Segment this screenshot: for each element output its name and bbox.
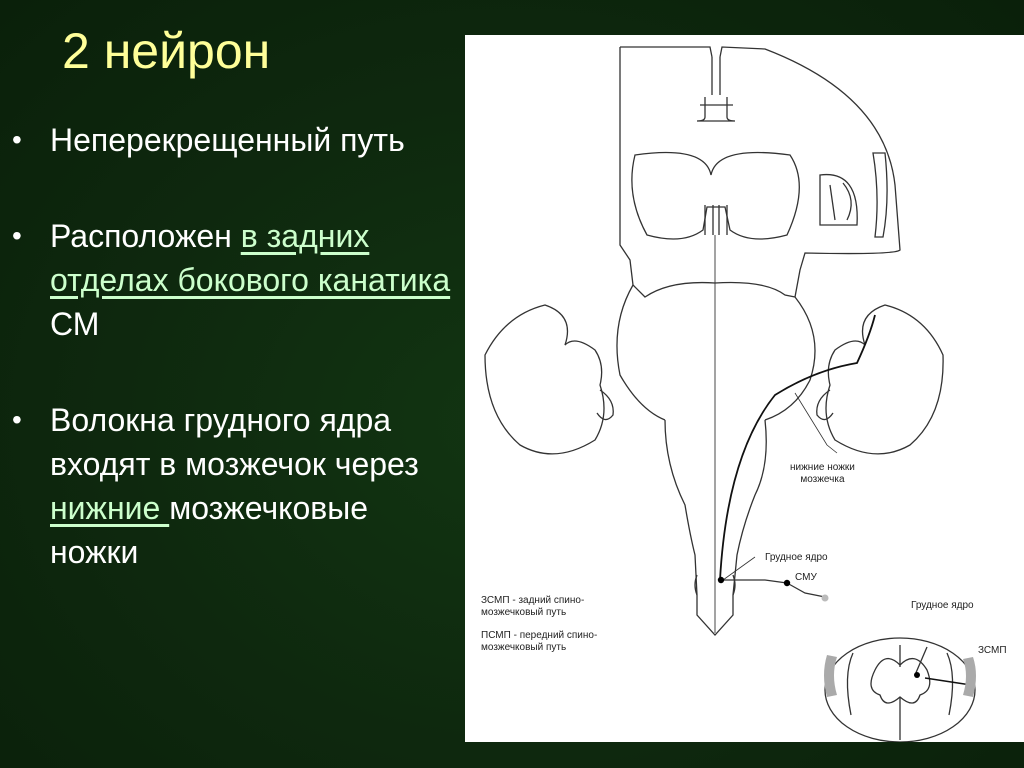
peduncles-outline (632, 153, 799, 240)
bullet-text: Неперекрещенный путь (50, 122, 405, 158)
bullet-marker: • (12, 124, 22, 155)
smu-dot (784, 580, 790, 586)
psmp-legend-line1: ПСМП - передний спино- (481, 630, 598, 641)
tract-line (720, 315, 875, 580)
fiber-end (822, 595, 829, 602)
inferior-peduncles-link[interactable]: нижние (50, 490, 170, 526)
bullet-text-post: мозжечковые ножки (50, 490, 369, 570)
bullet-text-post: СМ (50, 306, 100, 342)
bullet-list (12, 118, 462, 574)
nucleus-dot (718, 577, 724, 583)
bullet-text-pre: Волокна грудного ядра входят в мозжечок через (50, 402, 419, 482)
peduncle-label (790, 462, 855, 486)
zsmp-legend-line1: ЗСМП - задний спино- (481, 595, 585, 606)
bullet-marker: • (12, 220, 22, 251)
brainstem-diagram (465, 35, 1024, 742)
lateral-funiculus-link[interactable]: в задних отделах бокового канатика (50, 218, 451, 298)
pons-right (765, 297, 815, 420)
cerebellum-right (826, 305, 943, 454)
bullet-marker: • (12, 404, 22, 435)
psmp-legend-line2: мозжечковый путь (481, 642, 567, 653)
zsmp-label: ЗСМП (978, 645, 1007, 656)
bullet-text-pre: Расположен (50, 218, 241, 254)
zsmp-legend (481, 595, 584, 619)
bullet-uncrossed-path (12, 118, 462, 162)
outline-right-upper (720, 47, 900, 297)
cerebellum-left (485, 305, 604, 454)
section-nucleus-dot (914, 672, 920, 678)
psmp-legend (481, 630, 597, 654)
slide-title: 2 нейрон (62, 23, 271, 79)
medulla-outline (665, 420, 766, 635)
peduncle-label-line2: мозжечка (800, 474, 845, 485)
zsmp-legend-line2: мозжечковый путь (481, 607, 567, 618)
smu-label: СМУ (795, 572, 817, 583)
bullet-location (12, 214, 462, 346)
outline-left-upper (620, 47, 633, 285)
bullet-fibers (12, 398, 462, 574)
peduncle-label-line1: нижние ножки (790, 462, 855, 473)
pons-left (617, 285, 665, 420)
thoracic-nucleus-label: Грудное ядро (765, 552, 828, 563)
section-thoracic-nucleus-label: Грудное ядро (911, 600, 974, 611)
